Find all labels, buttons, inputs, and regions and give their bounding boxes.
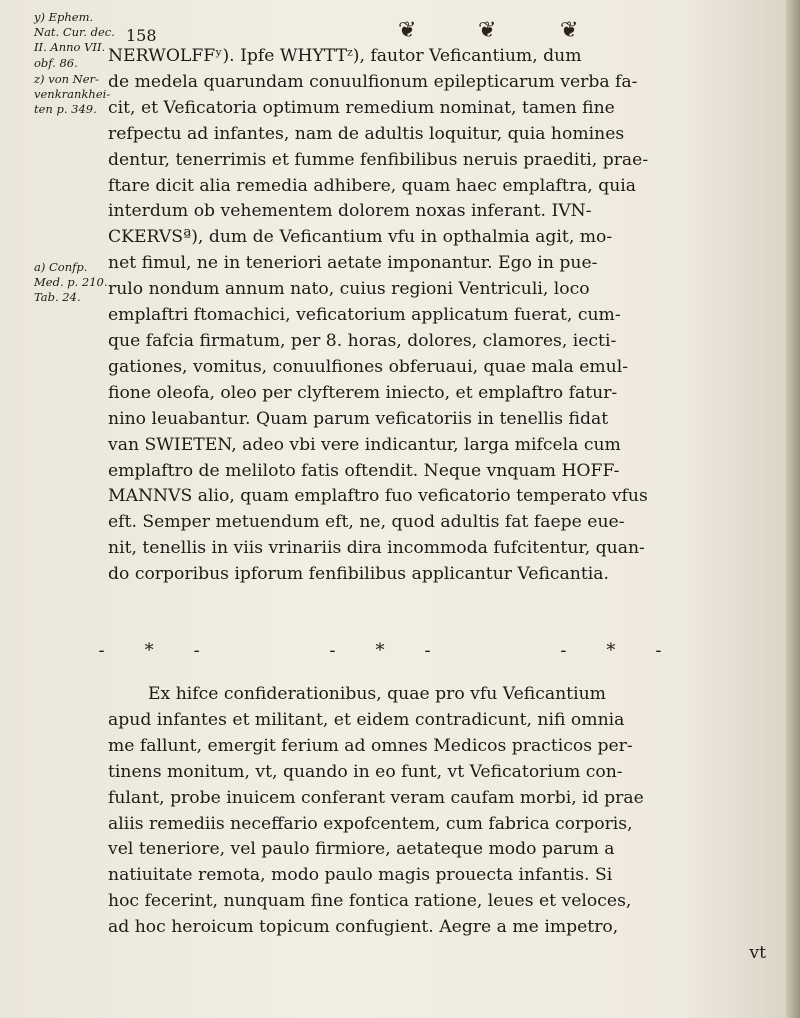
printer-ornament-icon: ❦ [478, 18, 497, 43]
text-line: CKERVSª), dum de Veficantium vfu in opthalmia agit, mo- [108, 227, 613, 248]
text-line: tinens monitum, vt, quando in eo funt, vt Veficatorium con- [108, 761, 623, 782]
separator-mark: -*- [560, 640, 702, 661]
paragraph-2 [108, 682, 786, 967]
text-line: vel teneriore, vel paulo firmiore, aetateque modo parum a [108, 839, 615, 860]
margin-note-line: a) Confp. [34, 260, 88, 274]
text-line: NERWOLFFʸ). Ipfe WHYTTᶻ), fautor Veficantium, dum [108, 46, 582, 66]
text-line: fulant, probe inuicem conferant veram caufam morbi, id prae [108, 787, 644, 808]
margin-note-line: Nat. Cur. dec. [34, 25, 115, 40]
text-line: emplaftri ftomachici, veficatorium applicatum fuerat, cum- [108, 305, 621, 326]
text-line: de medela quarundam conuulfionum epilepticarum verba fa- [108, 71, 638, 92]
margin-note-y [34, 10, 115, 71]
text-line: interdum ob vehementem dolorem noxas inferant. IVN- [108, 201, 592, 222]
text-line: nit, tenellis in viis vrinariis dira incommoda fufcitentur, quan- [108, 538, 645, 559]
margin-note-line: z) von Ner- [34, 72, 99, 86]
text-line: cit, et Veficatoria optimum remedium nominat, tamen fine [108, 97, 615, 118]
text-line: net fimul, ne in teneriori aetate imponantur. Ego in pue- [108, 253, 598, 274]
margin-note-line: Med. p. 210. [34, 275, 108, 290]
text-line: nino leuabantur. Quam parum veficatoriis in tenellis fidat [108, 408, 609, 429]
section-separator [0, 640, 800, 661]
text-line: ad hoc heroicum topicum confugient. Aegre a me impetro, [108, 917, 619, 938]
separator-mark: -*- [98, 640, 240, 661]
text-line: dentur, tenerrimis et fumme fenfibilibus neruis praediti, prae- [108, 149, 649, 170]
printer-ornament-icon: ❦ [560, 18, 579, 43]
text-line: ftare dicit alia remedia adhibere, quam haec emplaftra, quia [108, 175, 637, 196]
paragraph-1 [108, 44, 786, 588]
margin-note-line: II. Anno VII. [34, 40, 106, 55]
text-line: apud infantes et militant, et eidem contradicunt, nifi omnia [108, 709, 625, 730]
margin-note-line: ten p. 349. [34, 102, 97, 117]
text-line: me fallunt, emergit ferium ad omnes Medicos practicos per- [108, 735, 633, 756]
text-line: eft. Semper metuendum eft, ne, quod adultis fat faepe eue- [108, 512, 625, 533]
margin-note-a [34, 260, 108, 306]
text-line: fione oleofa, oleo per clyfterem iniecto, et emplaftro fatur- [108, 382, 618, 403]
text-line: do corporibus ipforum fenfibilibus applicantur Veficantia. [108, 564, 609, 585]
text-line: aliis remediis neceffario expofcentem, cum fabrica corporis, [108, 813, 633, 834]
page-edge-shadow [786, 0, 800, 1018]
margin-note-line: Tab. 24. [34, 290, 81, 305]
text-line: emplaftro de meliloto fatis oftendit. Neque vnquam HOFF- [108, 460, 620, 481]
margin-note-line: obf. 86. [34, 55, 78, 70]
printer-ornament-icon: ❦ [398, 18, 417, 43]
text-line: gationes, vomitus, conuulfiones obferuaui, quae mala emul- [108, 356, 629, 377]
margin-note-line: y) Ephem. [34, 10, 94, 24]
text-line: van SWIETEN, adeo vbi vere indicantur, larga mifcela cum [108, 434, 621, 455]
text-line: Ex hifce confiderationibus, quae pro vfu Veficantium [148, 684, 606, 704]
text-line: MANNVS alio, quam emplaftro fuo veficatorio temperato vfus [108, 486, 648, 507]
text-line: natiuitate remota, modo paulo magis prouecta infantis. Si [108, 865, 613, 886]
text-line: refpectu ad infantes, nam de adultis loquitur, quia homines [108, 123, 625, 144]
page-number: 158 [126, 26, 157, 45]
text-line: hoc fecerint, nunquam fine fontica ratione, leues et veloces, [108, 891, 632, 912]
text-line: rulo nondum annum nato, cuius regioni Ventriculi, loco [108, 279, 590, 300]
catchword: vt [749, 943, 766, 964]
separator-mark: -*- [329, 640, 471, 661]
margin-note-line: venkrankhei- [34, 87, 111, 102]
margin-note-z [34, 72, 111, 118]
text-line: que fafcia firmatum, per 8. horas, dolores, clamores, iecti- [108, 330, 617, 351]
